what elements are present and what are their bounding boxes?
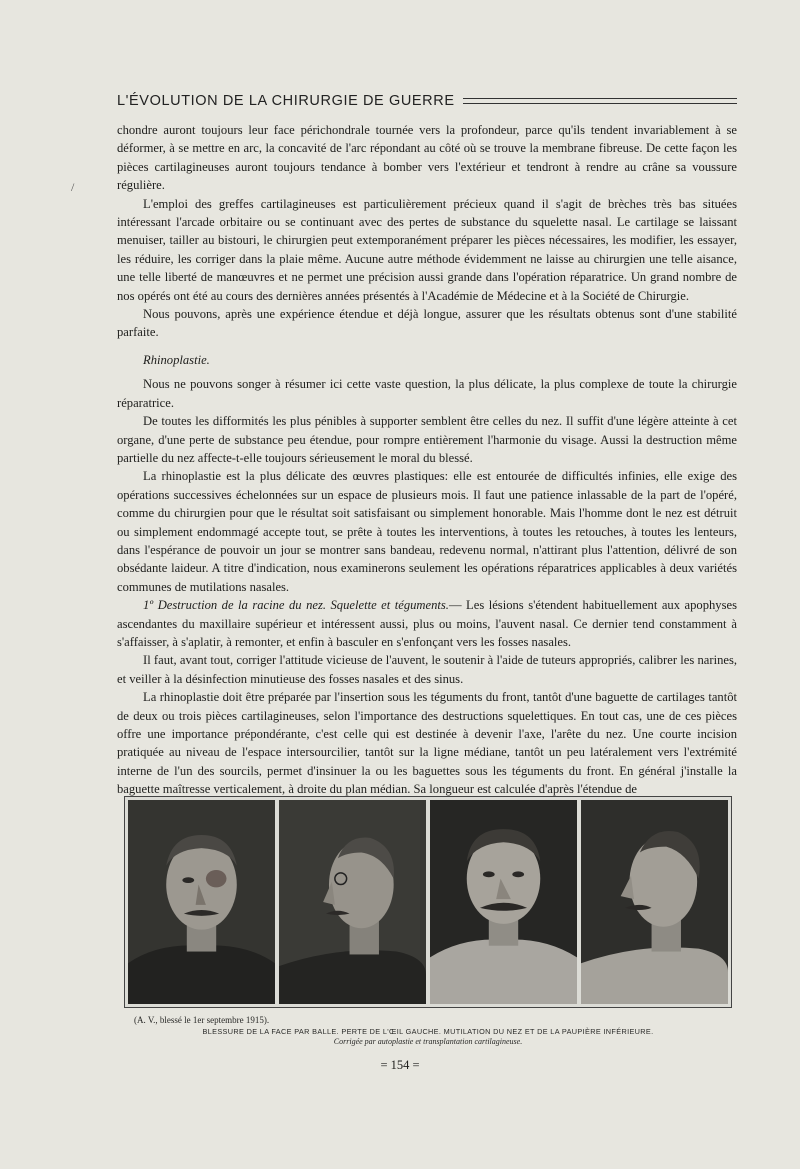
margin-mark: / bbox=[71, 180, 75, 194]
paragraph-8: Il faut, avant tout, corriger l'attitude vicieuse de l'auvent, le soutenir à l'aide de tuteurs appropriés, calibrer les narines, et veiller à la désinfection minutieuse des fosses nasales et des sinus. bbox=[117, 653, 737, 686]
paragraph-3: Nous pouvons, après une expérience étendue et déjà longue, assurer que les résultats obtenus sont d'une stabilité parfaite. bbox=[117, 307, 737, 340]
paragraph-7-text: — Les lésions s'étendent habituellement aux apophyses ascendantes du maxillaire supérieur et intéressent aussi, plus ou moins, l'auvent nasal. Ce dernier tend constamment à s'affaisser, à s'aplatir, à remonter, et enfin à basculer en s'enfonçant vers les fosses nasales. bbox=[117, 598, 737, 649]
paragraph-1: chondre auront toujours leur face périchondrale tournée vers la profondeur, parce qu'ils tendent invariablement à se déformer, à se mettre en arc, la concavité de l'arc répondant au côté où se trouve la membrane fibreuse. De cette façon les pièces cartilagineuses auront toujours tendance à bomber vers l'extérieur et tendront à rendre au crâne sa voussure régulière. bbox=[117, 123, 737, 193]
paragraph-7 bbox=[117, 596, 737, 651]
paragraph-7-label: 1º Destruction de la racine du nez. Squelette et téguments. bbox=[143, 598, 449, 613]
body-text bbox=[117, 121, 737, 799]
photo-before-profile bbox=[279, 800, 426, 1004]
running-header bbox=[117, 92, 737, 110]
caption-title: BLESSURE DE LA FACE PAR BALLE. PERTE DE L'ŒIL GAUCHE. MUTILATION DU NEZ ET DE LA PAUPIÈRE INFÉRIEURE. bbox=[202, 1027, 654, 1036]
section-heading-rhinoplastie: Rhinoplastie. bbox=[143, 352, 210, 367]
caption-subtitle: Corrigée par autoplastie et transplantation cartilagineuse. bbox=[333, 1037, 523, 1046]
header-title: L'ÉVOLUTION DE LA CHIRURGIE DE GUERRE bbox=[117, 93, 455, 109]
caption-patient: (A. V., blessé le 1er septembre 1915). bbox=[134, 1015, 270, 1025]
paragraph-6: La rhinoplastie est la plus délicate des œuvres plastiques: elle est entourée de difficultés infinies, elle exige des opérations successives échelonnées sur un espace de plusieurs mois. Il faut une patience inlassable de la part de l'opéré, comme du chirurgien pour que le résultat soit satisfaisant ou simplement honorable. Mais l'homme dont le nez est détruit ou simplement endommagé accepte tout, se prête à toutes les interventions, à toutes les retouches, à toutes les lenteurs, dans l'espérance de pouvoir un jour se montrer sans bandeau, redevenu normal, n'attirant plus l'attention, délivré de son obsédante laideur. A titre d'indication, nous examinerons seulement les opérations réparatrices applicables à deux variétés communes de mutilations nasales. bbox=[117, 469, 737, 594]
photo-after-front bbox=[430, 800, 577, 1004]
photo-after-profile bbox=[581, 800, 728, 1004]
paragraph-5: De toutes les difformités les plus pénibles à supporter semblent être celles du nez. Il suffit d'une légère atteinte à cet organe, d'une perte de substance peu étendue, pour rompre entièrement l'harmonie du visage. Aussi la destruction même partielle du nez affecte-t-elle toujours sérieusement le moral du blessé. bbox=[117, 414, 737, 465]
figure-caption bbox=[124, 1015, 732, 1046]
page-number: = 154 = bbox=[380, 1058, 420, 1072]
paragraph-2: L'emploi des greffes cartilagineuses est particulièrement précieux quand il s'agit de brèches très bas situées intéressant l'arcade orbitaire ou se continuant avec des pertes de substance du squelette nasal. Le cartilage se laissant menuiser, tailler au bistouri, le chirurgien peut extemporanément préparer les pièces nécessaires, les modifier, les essayer, les réduire, les corriger dans la plaie même. Aucune autre méthode évidemment ne laisse au chirurgien une telle aisance, une telle liberté de manœuvres et ne permet une précision aussi grande dans l'opération réparatrice. Un grand nombre de nos opérés ont été au cours des dernières années présentés à l'Académie de Médecine et à la Société de Chirurgie. bbox=[117, 196, 737, 303]
header-rule bbox=[463, 98, 737, 104]
paragraph-4: Nous ne pouvons songer à résumer ici cette vaste question, la plus délicate, la plus complexe de toute la chirurgie réparatrice. bbox=[117, 377, 737, 410]
photo-before-front bbox=[128, 800, 275, 1004]
paragraph-9: La rhinoplastie doit être préparée par l'insertion sous les téguments du front, tantôt d'une baguette de cartilages tantôt de deux ou trois pièces cartilagineuses, selon l'importance des destructions squelettiques. En tout cas, une de ces pièces offre une importance prépondérante, c'est celle qui est destinée à devenir l'axe, l'arête du nez. Une courte incision pratiquée au niveau de l'espace intersourcilier, tantôt sur la ligne médiane, tantôt un peu latéralement vers l'extrémité interne de l'un des sourcils, permet d'insinuer la ou les baguettes sous les téguments du front. En général j'installe la baguette maîtresse verticalement, à droite du plan médian. Sa longueur est calculée d'après l'étendue de bbox=[117, 690, 737, 797]
photo-plate bbox=[124, 796, 732, 1008]
